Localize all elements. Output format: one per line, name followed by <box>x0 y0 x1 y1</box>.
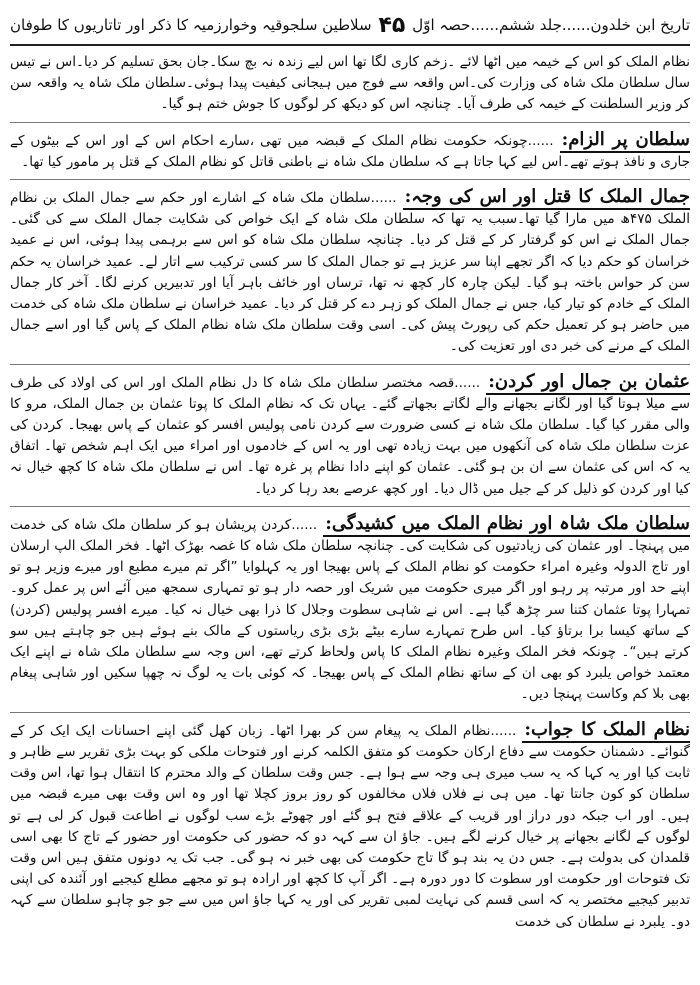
paragraph <box>10 186 690 358</box>
section-divider <box>10 506 690 507</box>
section-divider <box>10 364 690 365</box>
book-title: تاریخ ابن خلدون......جلد ششم......حصہ اوّل <box>412 16 690 34</box>
section-1 <box>10 129 690 173</box>
section-3 <box>10 371 690 500</box>
chapter-title: سلاطین سلجوقیہ وخوارزمیہ کا ذکر اور تاتاریوں کا طوفان <box>10 16 372 34</box>
section-heading: عثمان بن جمال اور کردن: <box>486 371 690 395</box>
paragraph <box>10 129 690 173</box>
section-2 <box>10 186 690 358</box>
section-heading: سلطان ملک شاہ اور نظام الملک میں کشیدگی: <box>323 513 690 537</box>
paragraph-text: نظام الملک کو اس کے خیمہ میں اٹھا لائے ۔زخم کاری لگا تھا اس لیے زندہ نہ بچ سکا۔جان بحق تسلیم کر دیا۔اس نے تیس سال سلطان ملک شاہ کی وزارت کی۔اس واقعہ سے فوج میں ہیجانی کیفیت پیدا ہوئی۔سلطان ملک شاہ یہ واقعہ سن کر وزیر السلطنت کے خیمہ کی طرف آیا۔ چنانچہ اس کو دیکھ کر لوگوں کا جوش ختم ہو گیا۔ <box>10 54 690 113</box>
section-heading: جمال الملک کا قتل اور اس کی وجہ: <box>403 186 690 210</box>
page-header <box>10 6 690 46</box>
paragraph-text: ......قصہ مختصر سلطان ملک شاہ کا دل نظام الملک اور اس کی اولاد کی طرف سے میلا ہوتا گیا اور لگانے بجھانے والے لگاتے بجھاتے گئے۔ یہاں تک کہ نظام الملک کا پوتا عثمان بن جمال الملک، مرو کا والی مقرر کیا گیا۔ سلطان ملک شاہ نے کسی ضرورت سے کردن نامی پولیس افسر کو عثمان کے پاس بھیجا۔ کردن کی عزت سلطان ملک شاہ کی آنکھوں میں بہت زیادہ تھی اور یہ اس کے خادموں اور امراء میں ایک اہم شخص تھا۔ اتفاق یہ کہ اس کی عثمان سے ان بن ہو گئی۔ عثمان کو اپنے دادا نظام پر غرہ تھا۔ اس نے سلطان ملک شاہ کا کچھ خیال نہ کیا اور کردن کو ذلیل کر کے جیل میں ڈال دیا۔ اور کچھ عرصے بعد رہا کر دیا۔ <box>10 374 690 497</box>
paragraph-text: ......کردن پریشان ہو کر سلطان ملک شاہ کی خدمت میں پہنچا۔ اور عثمان کی زیادتیوں کی شکایت کی۔ چنانچہ سلطان ملک شاہ کا غصہ بھڑک اٹھا۔ فخر الملک الپ ارسلان اور تاج الدولہ وغیرہ امراء حکومت کو نظام الملک کے پاس بھیجا اور یہ کہلوایا ”اگر تم میرے مطیع اور میرے وزیر ہو تو اپنے حد اور مرتبہ پر رہو اور اگر میری حکومت میں شریک اور حصہ دار ہو تو تمہاری سمجھ میں آئے اس پر عمل کرو۔ تمہارا پوتا عثمان کتنا سر چڑھ گیا ہے۔ اس نے شاہی سطوت وجلال کا ذرا بھی خیال نہ کیا۔ میرے افسر پولیس (کردن) کے ساتھ کیسا برا برتاؤ کیا۔ اس طرح تمہارے سارے بیٹے بڑی بڑی ریاستوں کے مالک بنے ہوئے ہیں جو چاہتے ہیں سو کرتے ہیں“۔ چونکہ فخر الملک وغیرہ نظام الملک کا پاس ولحاظ کرتے تھے، اس وجہ سے سلطان ملک شاہ نے اپنے ایک معتمد خواص یلبرد کو بھی ان کے ساتھ نظام الملک کے پاس بھیجا۔ کہ کوئی بات یہ لوگ نہ چھپا سکیں اور شاہی پیغام بھی بلا کم وکاست پہنچا دیں۔ <box>10 516 690 703</box>
section-heading: سلطان پر الزام: <box>560 129 690 153</box>
section-4 <box>10 513 690 706</box>
section-divider <box>10 122 690 123</box>
paragraph <box>10 719 690 933</box>
section-5 <box>10 719 690 933</box>
paragraph-text: ......سلطان ملک شاہ کے اشارے اور حکم سے جمال الملک بن نظام الملک ۴۷۵ھ میں مارا گیا تھا۔سبب یہ تھا کہ سلطان ملک شاہ کے ایک خواص کی شکایت جمال الملک سے کی گئی۔ جمال الملک نے اس کو گرفتار کر کے قتل کر دیا۔ چنانچہ سلطان ملک شاہ کو اس سے برہمی پیدا ہوئی، اس نے عمید خراسان کو حکم دیا کہ اگر تجھے اپنا سر عزیز ہے تو جمال الملک کا سر کسی ترکیب سے اتار لے۔ عمید خراسان یہ حکم سن کر حواس باختہ ہو گیا۔ لیکن چارہ کار کچھ نہ تھا، ترساں اور خائف باہر آیا اور تدبیریں کرنے لگا۔ آخر کار جمال الملک کے خادم کو تیار کیا، جس نے جمال الملک کو زہر دے کر قتل کر دیا۔ عمید خراسان نے سلطان ملک شاہ کی خدمت میں حاضر ہو کر تعمیل حکم کی رپورٹ پیش کی۔ اسی وقت سلطان ملک شاہ نظام الملک کے پاس گیا اور اسے جمال الملک کے مرنے کی خبر دی اور تعزیت کی۔ <box>10 190 691 355</box>
paragraph-text: ......چونکہ حکومت نظام الملک کے قبضہ میں تھی ،سارے احکام اس کے اور اس کے بیٹوں کے جاری و نافذ ہوتے تھے۔اس لیے کہا جاتا ہے کہ سلطان ملک شاہ نے باطنی قاتل کو نظام الملک کے قتل پر مامور کیا تھا۔ <box>10 132 690 170</box>
section-0 <box>10 52 690 116</box>
paragraph <box>10 513 690 706</box>
paragraph-text: ......نظام الملک یہ پیغام سن کر بھرا اٹھا۔ زبان کھل گئی اپنے احسانات ایک ایک کر کے گنوائے۔ دشمنان حکومت سے دفاع ارکان حکومت کو متفق الکلمہ کرنے اور فتوحات ملکی کو بہت بڑی تقریر سے ظاہر و ثابت کیا اور یہ کہا کہ یہ سب میری ہی وجہ سے ہوا ہے۔ جس وقت سلطان کے والد محترم کا انتقال ہوا تھا، اس وقت سلطان کو کون جانتا تھا۔ میں ہی نے فلاں فلاں مخالفوں کو روز بروز کچلا تھا اور وہ اس وقت بھی میرے قبضہ میں ہیں۔ اور اب جبکہ دور دراز اور قریب کے علاقے فتح ہو گئے اور چھوٹے بڑے سب لوگوں نے اطاعت قبول کر لی ہے تو لوگوں کے لگانے بجھانے پر خیال کرنے لگے ہیں۔ جاؤ ان سے کہہ دو کہ حضور کی حکومت اور حضور کے تاج کا بھی اسی قلمدان کی بدولت ہے۔ جس دن یہ بند ہو گا تاج حکومت کی بھی خبر نہ ہو گی۔ جب تک یہ دونوں متفق ہیں اس وقت تک فتوحات اور حکومت اور سطوت کا دور دورہ ہے۔ اگر آپ کا کچھ اور ارادہ ہو تو مجھے مطلع کیجیے اور آئندہ کی اپنی تدبیر کیجیے مختصر یہ کہ اسی قسم کی نہایت لمبی تقریر کی اور یہ کہا جاؤ اس میں سے جو جو چاہو سلطان سے کہہ دو۔ یلبرد نے سلطان کی خدمت <box>10 722 690 930</box>
paragraph <box>10 52 690 116</box>
section-divider <box>10 179 690 180</box>
section-heading: نظام الملک کا جواب: <box>522 719 690 743</box>
page-number: ۴۵ <box>378 12 406 38</box>
paragraph <box>10 371 690 500</box>
section-divider <box>10 712 690 713</box>
